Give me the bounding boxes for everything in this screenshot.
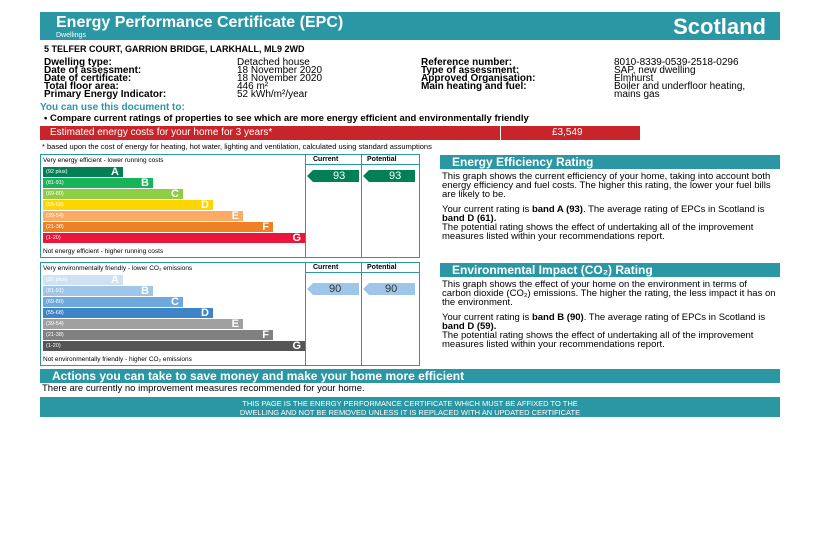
environmental-impact-description: This graph shows the effect of your home on the environment in terms of carbon dioxide (CO₂) emissions. The higher the rating, the less impact it has on the environment. [442, 279, 776, 308]
band-range: (69-80) [46, 299, 64, 305]
certificate-header [40, 12, 780, 40]
compare-bullet: • Compare current ratings of properties to see which are more energy efficient and environmentally friendly [44, 113, 529, 124]
band-letter: G [292, 340, 301, 352]
divider [500, 126, 501, 140]
detail-label: Dwelling type: [44, 57, 112, 68]
energy-cost-bar [40, 126, 640, 140]
detail-label: Type of assessment: [421, 65, 520, 76]
band-letter: F [262, 329, 269, 341]
band-letter: A [111, 274, 119, 286]
energy-cost-value: £3,549 [552, 127, 583, 138]
detail-label: Primary Energy Indicator: [44, 89, 167, 100]
actions-heading: Actions you can take to save money and make your home more efficient [40, 369, 780, 383]
country-label: Scotland [673, 14, 766, 39]
detail-label: Date of certificate: [44, 73, 132, 84]
rating-band-e [43, 211, 243, 221]
current-column-header: Current [313, 156, 339, 163]
band-range: (39-54) [46, 321, 64, 327]
band-range: (21-38) [46, 224, 64, 230]
band-letter: E [231, 210, 239, 222]
top-caption: Very environmentally friendly - lower CO₂ emissions [43, 265, 193, 272]
potential-rating-arrow [363, 170, 415, 182]
energy-efficiency-potential: The potential rating shows the effect of undertaking all of the improvement measures listed within your recommendations report. [442, 222, 754, 242]
detail-value: Detached house [237, 57, 310, 68]
band-letter: G [292, 232, 301, 244]
detail-value: Elmhurst [614, 73, 654, 84]
energy-cost-label: Estimated energy costs for your home for 3 years* [50, 127, 273, 138]
environmental-impact-panel-title: Environmental Impact (CO₂) Rating [440, 263, 780, 277]
band-letter: F [262, 221, 269, 233]
rating-band-b [43, 286, 153, 296]
energy-efficiency-description: This graph shows the current efficiency of your home, taking into account both energy efficiency and fuel costs. The higher this rating, the lower your fuel bills are likely to be. [442, 171, 771, 200]
detail-value: mains gas [614, 89, 660, 100]
rating-band-a [43, 167, 123, 177]
rating-band-d [43, 308, 213, 318]
energy-efficiency-current: Your current rating is band A (93). The average rating of EPCs in Scotland is band D (61). [442, 204, 765, 224]
rating-band-g [43, 341, 305, 351]
detail-value: 446 m² [237, 81, 269, 92]
band-letter: C [171, 188, 179, 200]
band-letter: B [141, 177, 149, 189]
rating-band-c [43, 189, 183, 199]
current-column-header: Current [313, 264, 339, 271]
current-rating-value: 93 [333, 170, 346, 182]
bottom-caption: Not environmentally friendly - higher CO₂ emissions [43, 356, 192, 363]
footer-notice [40, 397, 780, 417]
rating-band-d [43, 200, 213, 210]
top-caption: Very energy efficient - lower running costs [43, 157, 164, 164]
detail-label: Total floor area: [44, 81, 119, 92]
band-letter: A [111, 166, 119, 178]
detail-label: Approved Organisation: [421, 73, 536, 84]
detail-label: Main heating and fuel: [421, 81, 527, 92]
rating-band-b [43, 178, 153, 188]
band-letter: B [141, 285, 149, 297]
band-range: (81-91) [46, 180, 64, 186]
band-letter: D [201, 307, 209, 319]
band-range: (1-20) [46, 343, 61, 349]
current-rating-arrow [307, 283, 359, 295]
band-letter: D [201, 199, 209, 211]
environmental-impact-chart [40, 262, 420, 366]
bottom-caption: Not energy efficient - higher running costs [43, 248, 164, 255]
detail-value: 18 November 2020 [237, 73, 323, 84]
band-range: (55-68) [46, 310, 64, 316]
detail-value: SAP, new dwelling [614, 65, 696, 76]
certificate-title: Energy Performance Certificate (EPC) [56, 14, 344, 31]
detail-value: Boiler and underfloor heating, [614, 81, 746, 92]
band-letter: E [231, 318, 239, 330]
rating-band-f [43, 222, 273, 232]
potential-rating-value: 90 [385, 283, 398, 295]
rating-band-g [43, 233, 305, 243]
rating-band-c [43, 297, 183, 307]
rating-band-e [43, 319, 243, 329]
band-range: (21-38) [46, 332, 64, 338]
energy-efficiency-chart [40, 154, 420, 258]
energy-cost-note: * based upon the cost of energy for heating, hot water, lighting and ventilation, calculated using standard assumptions [42, 142, 432, 151]
detail-label: Date of assessment: [44, 65, 142, 76]
detail-value: 18 November 2020 [237, 65, 323, 76]
band-range: (81-91) [46, 288, 64, 294]
band-range: (92 plus) [46, 169, 68, 175]
detail-label: Reference number: [421, 57, 513, 68]
footer-line: THIS PAGE IS THE ENERGY PERFORMANCE CERTIFICATE WHICH MUST BE AFFIXED TO THE [242, 399, 578, 408]
no-improvements-text: There are currently no improvement measures recommended for your home. [42, 383, 365, 394]
energy-efficiency-panel-title: Energy Efficiency Rating [440, 155, 780, 169]
potential-column-header: Potential [367, 264, 397, 271]
footer-line: DWELLING AND NOT BE REMOVED UNLESS IT IS REPLACED WITH AN UPDATED CERTIFICATE [239, 408, 581, 417]
current-rating-value: 90 [329, 283, 342, 295]
potential-rating-value: 93 [389, 170, 402, 182]
potential-column-header: Potential [367, 156, 397, 163]
band-range: (69-80) [46, 191, 64, 197]
band-range: (92 plus) [46, 277, 68, 283]
band-letter: C [171, 296, 179, 308]
property-address: 5 TELFER COURT, GARRION BRIDGE, LARKHALL, ML9 2WD [44, 44, 305, 54]
band-range: (1-20) [46, 235, 61, 241]
rating-band-f [43, 330, 273, 340]
certificate-subtitle: Dwellings [56, 32, 86, 39]
band-range: (39-54) [46, 213, 64, 219]
environmental-impact-current: Your current rating is band B (90). The average rating of EPCs in Scotland is band D (59). [442, 312, 766, 332]
potential-rating-arrow [363, 283, 415, 295]
environmental-impact-potential: The potential rating shows the effect of undertaking all of the improvement measures listed within your recommendations report. [442, 330, 754, 350]
use-heading: You can use this document to: [40, 102, 185, 113]
detail-value: 8010-8339-0539-2518-0296 [614, 57, 739, 68]
detail-value: 52 kWh/m²/year [237, 89, 308, 100]
current-rating-arrow [307, 170, 359, 182]
rating-band-a [43, 275, 123, 285]
band-range: (55-68) [46, 202, 64, 208]
